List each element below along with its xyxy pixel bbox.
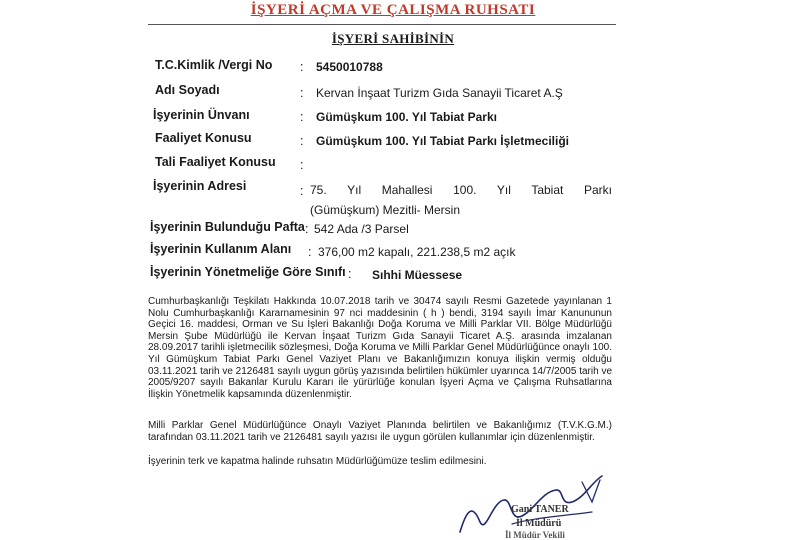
tc-value: 5450010788 — [316, 60, 383, 74]
address-line-1: 75. Yıl Mahallesi 100. Yıl Tabiat Parkı — [310, 183, 612, 197]
parcel-colon: : — [305, 222, 309, 236]
activity-label: Faaliyet Konusu — [155, 131, 252, 145]
address-label: İşyerinin Adresi — [153, 179, 247, 193]
area-label: İşyerinin Kullanım Alanı — [150, 242, 292, 256]
title-divider — [148, 24, 616, 25]
parcel-value: 542 Ada /3 Parsel — [314, 222, 409, 236]
section-title: İŞYERİ SAHİBİNİN — [331, 31, 455, 46]
parcel-label: İşyerinin Bulunduğu Pafta — [150, 220, 305, 234]
tc-label: T.C.Kimlik /Vergi No — [155, 58, 273, 72]
sub-activity-label: Tali Faaliyet Konusu — [155, 155, 276, 169]
signatory-name: Gani TANER — [511, 504, 569, 515]
activity-value: Gümüşkum 100. Yıl Tabiat Parkı İşletmeciliği — [316, 134, 569, 148]
signatory-stamp: İl Müdür Vekili — [505, 530, 565, 540]
document-title: İŞYERİ AÇMA VE ÇALIŞMA RUHSATI — [250, 2, 536, 18]
signatory-role: İl Müdürü — [516, 518, 562, 529]
address-colon: : — [300, 184, 304, 198]
class-label: İşyerinin Yönetmeliğe Göre Sınıfı — [150, 265, 346, 279]
name-colon: : — [300, 86, 304, 100]
address-value — [310, 180, 620, 220]
business-title-value: Gümüşkum 100. Yıl Tabiat Parkı — [316, 110, 497, 124]
area-value: 376,00 m2 kapalı, 221.238,5 m2 açık — [318, 245, 516, 259]
name-value: Kervan İnşaat Turizm Gıda Sanayii Ticaret A.Ş — [316, 86, 563, 100]
plan-approval-paragraph: Milli Parklar Genel Müdürlüğünce Onaylı Vaziyet Planında belirtilen ve Bakanlığımız (T.V.K.G.M.) tarafından 03.11.2021 tarih ve 2126481 sayılı yazısı ile uygun görülen kullanımlar için düzenlenmiştir. — [148, 420, 612, 443]
activity-colon: : — [300, 134, 304, 148]
address-line-2: (Gümüşkum) Mezitli- Mersin — [310, 203, 461, 217]
area-colon: : — [308, 245, 312, 259]
tc-colon: : — [300, 60, 304, 74]
class-value: Sıhhi Müessese — [372, 268, 463, 282]
closure-notice-paragraph: İşyerinin terk ve kapatma halinde ruhsatın Müdürlüğümüze teslim edilmesini. — [148, 456, 487, 467]
business-title-colon: : — [300, 110, 304, 124]
name-label: Adı Soyadı — [155, 83, 220, 97]
business-title-label: İşyerinin Ünvanı — [153, 108, 250, 122]
sub-activity-colon: : — [300, 158, 304, 172]
class-colon: : — [348, 267, 352, 281]
legal-basis-paragraph: Cumhurbaşkanlığı Teşkilatı Hakkında 10.07.2018 tarih ve 30474 sayılı Resmi Gazetede yayınlanan 1 Nolu Cumhurbaşkanlığı Kararnamesinin 97 nci maddesinin ( h ) bendi, 3194 sayılı İmar Kanununun Geçici 16. maddesi, Orman ve Su İşleri Bakanlığı Doğa Koruma ve Milli Parklar VII. Bölge Müdürlüğü Mersin Şube Müdürlüğü ile Kervan İnşaat Turizm Gıda Sanayii Ticaret A.Ş. arasında imzalanan 28.09.2017 tarihli işletmecilik sözleşmesi, Doğa Koruma ve Milli Parklar Genel Müdürlüğünce onaylı 100. Yıl Gümüşkum Tabiat Parkı Genel Vaziyet Planı ve Bakanlığımızın konuya ilişkin vermiş olduğu 03.11.2021 tarih ve 2126481 sayılı uygun görüş yazısında belirtilen hükümler uyarınca 14/7/2005 tarih ve 2005/9207 sayılı Bakanlar Kurulu Kararı ile yürürlüğe konulan İşyeri Açma ve Çalışma Ruhsatlarına İlişkin Yönetmelik kapsamında düzenlenmiştir. — [148, 296, 612, 400]
